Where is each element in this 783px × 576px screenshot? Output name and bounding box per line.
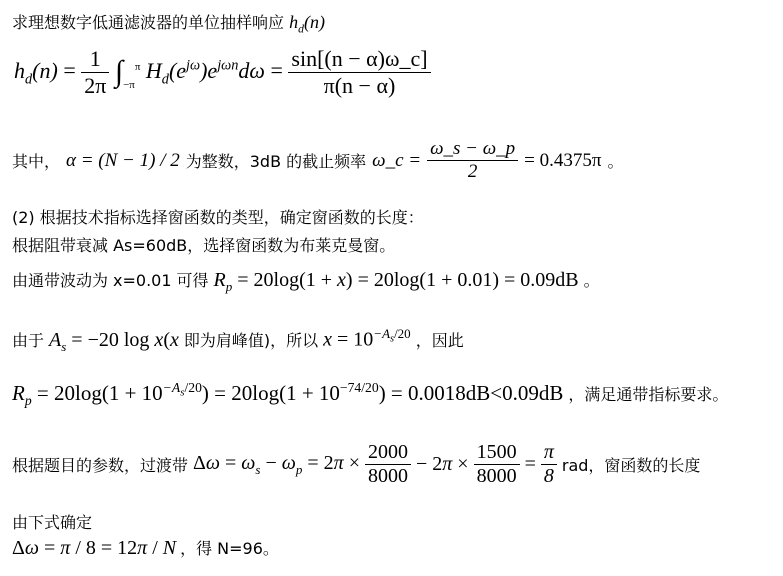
eq1-lhs: $h_d(n)$ [14,57,58,87]
eq1-rhs-fraction: $\frac{\sin[(n - \alpha)\omega\_c]}{\pi(n - \alpha)}$ [288,46,430,99]
cutoff-fraction: $\frac{\omega\_s - \omega\_p}{2}$ [427,138,518,183]
as-relation-line: 由于 $A_s = -20$ log x(x 即为肩峰值)，所以 $x = 10^{-A_s/20}$ ，因此 [12,326,464,354]
step-2-heading: (2) 根据技术指标选择窗函数的类型，确定窗函数的长度： [12,208,424,227]
passband-ripple-line: 由通带波动为 x=0.01 可得 $R_p = 20\log(1 + x) = 20\log(1 + 0.01) = 0.09dB$ 。 [12,269,600,294]
rp-check-line: $R_p = 20\log(1 + 10^{-A_s/20}) = 20\log(1 + 10^{-74/20}) = 0.0018dB<0.09dB$ ，满足通带指标要求。 [12,380,729,409]
ripple-x: x=0.01 [113,271,172,290]
window-choice-line: 根据阻带衰减 As=60dB，选择窗函数为布莱克曼窗。 [12,236,396,255]
cutoff-prefix: 其中， [12,152,61,171]
intro-text: 求理想数字低通滤波器的单位抽样响应 [12,13,285,32]
delta-omega-expr: $\Delta\omega = \omega_s - \omega_p = 2\pi$ × [193,451,360,477]
window-length-line: Δω = π / 8 = 12π / N ，得 N=96。 [12,537,279,559]
window-length-equation: Δω = π / 8 = 12π / N [12,537,177,559]
cutoff-line: 其中， α = (N − 1) / 2 为整数，3dB 的截止频率 ω_c = $\frac{\omega\_s - \omega\_p}{2}$ = 0.4375π 。 [12,138,624,182]
intro-line [12,10,325,36]
transition-band-line: 根据题目的参数，过渡带 $\Delta\omega = \omega_s - \omega_p = 2\pi$ × $\frac{2000}{8000}$ − 2π × $\frac{1500}{8000}$ = $\frac{\pi}{8}$ rad，窗函数的长度 [12,441,701,487]
eq1-fraction: $\frac{1}{2\pi}$ [81,46,109,99]
determine-line: 由下式确定 [12,513,93,532]
rp-equation: $R_p = 20\log(1 + x) = 20\log(1 + 0.01) = 0.09dB$ [213,269,579,294]
cutoff-value: = 0.4375π [524,149,602,171]
integral-sign: $\int_{-\pi}^\pi$ [114,54,141,91]
impulse-response-equation: $h_d(n)$ = $\frac{1}{2\pi}$ $\int_{-\pi}^\pi$ $H_d(e^{j\omega})e^{j\omega n}d\omega$ = $\frac{\sin[(n - \alpha)\omega\_c]}{\pi(n - \alpha)}$ [14,46,431,99]
fraction-2000: $\frac{2000}{8000}$ [365,441,411,488]
fraction-1500: $\frac{1500}{8000}$ [474,441,520,488]
intro-math: $h_d(n)$ [289,12,325,36]
fraction-pi-8: $\frac{\pi}{8}$ [541,441,557,488]
as-equation: $A_s = -20$ log x(x [49,328,179,354]
alpha-expr: α = (N − 1) / 2 [66,149,180,171]
cutoff-mid: 为整数，3dB 的截止频率 [185,152,367,171]
x-expr: $x = 10^{-A_s/20}$ [323,326,411,351]
omega-c: ω_c = [372,149,422,171]
eq1-integrand: $H_d(e^{j\omega})e^{j\omega n}d\omega$ [145,57,265,87]
rp-check-equation: $R_p = 20\log(1 + 10^{-A_s/20}) = 20\log(1 + 10^{-74/20}) = 0.0018dB<0.09dB$ [12,380,564,409]
